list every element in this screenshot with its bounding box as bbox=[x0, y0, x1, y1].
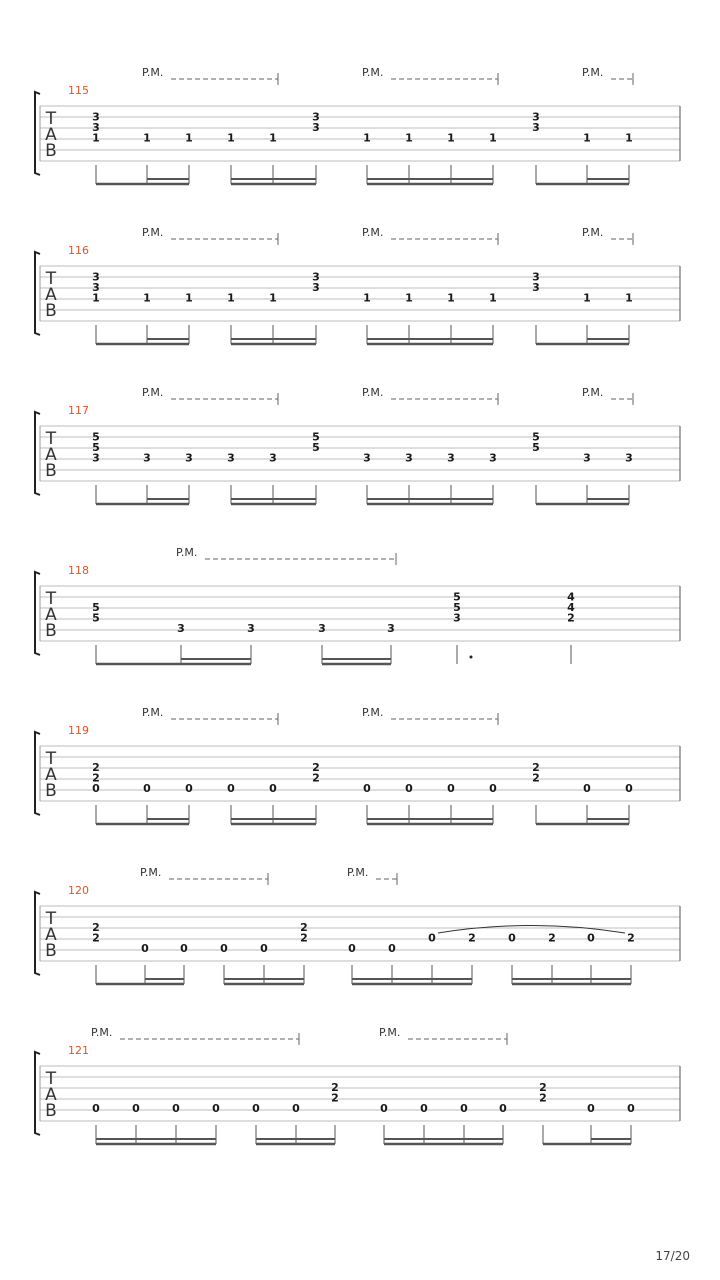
fret-number: 3 bbox=[177, 622, 185, 635]
palm-mute-label: P.M. bbox=[91, 1026, 113, 1039]
palm-mute-label: P.M. bbox=[362, 66, 384, 79]
fret-number: 1 bbox=[227, 291, 235, 305]
fret-number: 0 bbox=[212, 1102, 220, 1115]
fret-number: 0 bbox=[363, 782, 371, 795]
fret-number: 0 bbox=[185, 782, 193, 795]
fret-number: 1 bbox=[447, 131, 455, 145]
fret-number: 2 bbox=[300, 931, 308, 945]
fret-number: 1 bbox=[185, 291, 193, 305]
fret-number: 0 bbox=[583, 782, 591, 795]
palm-mute-label: P.M. bbox=[362, 706, 384, 719]
palm-mute-label: P.M. bbox=[362, 386, 384, 399]
fret-number: 1 bbox=[447, 291, 455, 305]
fret-number: 0 bbox=[508, 931, 516, 945]
fret-number: 4 bbox=[567, 590, 575, 604]
fret-number: 0 bbox=[132, 1102, 140, 1115]
fret-number: 2 bbox=[539, 1091, 547, 1105]
fret-number: 3 bbox=[532, 121, 540, 134]
fret-number: 2 bbox=[567, 611, 575, 625]
fret-number: 0 bbox=[499, 1102, 507, 1115]
fret-number: 3 bbox=[312, 121, 320, 134]
tab-clef-letter: T bbox=[45, 1069, 57, 1089]
tab-clef-letter: B bbox=[45, 1101, 57, 1121]
fret-number: 0 bbox=[420, 1102, 428, 1115]
fret-number: 2 bbox=[468, 931, 476, 945]
fret-number: 3 bbox=[532, 110, 540, 124]
fret-number: 3 bbox=[269, 451, 277, 465]
fret-number: 0 bbox=[405, 782, 413, 795]
fret-number: 2 bbox=[532, 761, 540, 774]
fret-number: 3 bbox=[532, 281, 540, 294]
fret-number: 2 bbox=[92, 921, 100, 934]
palm-mute-label: P.M. bbox=[582, 66, 604, 79]
slur bbox=[438, 926, 625, 934]
tab-system-120 bbox=[35, 866, 680, 984]
tab-clef-letter: A bbox=[45, 445, 57, 465]
fret-number: 3 bbox=[312, 270, 320, 284]
palm-mute-label: P.M. bbox=[347, 866, 369, 879]
fret-number: 5 bbox=[532, 430, 540, 444]
palm-mute-label: P.M. bbox=[582, 226, 604, 239]
fret-number: 1 bbox=[363, 291, 371, 305]
fret-number: 3 bbox=[312, 281, 320, 294]
fret-number: 5 bbox=[92, 611, 100, 625]
fret-number: 0 bbox=[220, 942, 228, 955]
fret-number: 1 bbox=[583, 291, 591, 305]
fret-number: 1 bbox=[269, 291, 277, 305]
tab-clef-letter: T bbox=[45, 909, 57, 929]
tab-system-115 bbox=[35, 66, 680, 184]
fret-number: 5 bbox=[92, 601, 100, 614]
fret-number: 3 bbox=[92, 270, 100, 284]
system-bracket bbox=[35, 252, 40, 335]
fret-number: 3 bbox=[92, 121, 100, 134]
tab-clef-letter: B bbox=[45, 301, 57, 321]
tab-system-117 bbox=[35, 386, 680, 504]
measure-number: 117 bbox=[68, 404, 89, 417]
tab-clef-letter: T bbox=[45, 589, 57, 609]
fret-number: 3 bbox=[92, 281, 100, 294]
fret-number: 3 bbox=[143, 451, 151, 465]
fret-number: 3 bbox=[92, 451, 100, 465]
fret-number: 0 bbox=[92, 1102, 100, 1115]
fret-number: 1 bbox=[583, 131, 591, 145]
fret-number: 0 bbox=[260, 942, 268, 955]
fret-number: 3 bbox=[583, 451, 591, 465]
fret-number: 3 bbox=[92, 110, 100, 124]
tab-system-121 bbox=[35, 1026, 680, 1144]
fret-number: 2 bbox=[92, 761, 100, 774]
fret-number: 0 bbox=[143, 782, 151, 795]
system-bracket bbox=[35, 732, 40, 815]
fret-number: 0 bbox=[141, 942, 149, 955]
fret-number: 5 bbox=[312, 430, 320, 444]
tab-clef-letter: A bbox=[45, 605, 57, 625]
fret-number: 3 bbox=[405, 451, 413, 465]
palm-mute-label: P.M. bbox=[142, 386, 164, 399]
palm-mute-label: P.M. bbox=[379, 1026, 401, 1039]
system-bracket bbox=[35, 1052, 40, 1135]
fret-number: 2 bbox=[331, 1091, 339, 1105]
tab-clef-letter: T bbox=[45, 429, 57, 449]
fret-number: 1 bbox=[625, 291, 633, 305]
fret-number: 5 bbox=[92, 441, 100, 454]
tab-system-119 bbox=[35, 706, 680, 824]
fret-number: 3 bbox=[489, 451, 497, 465]
fret-number: 0 bbox=[625, 782, 633, 795]
tab-clef-letter: A bbox=[45, 925, 57, 945]
palm-mute-label: P.M. bbox=[142, 66, 164, 79]
palm-mute-label: P.M. bbox=[142, 226, 164, 239]
fret-number: 1 bbox=[489, 291, 497, 305]
tab-clef-letter: T bbox=[45, 109, 57, 129]
measure-number: 120 bbox=[68, 884, 89, 897]
fret-number: 5 bbox=[92, 430, 100, 444]
fret-number: 0 bbox=[627, 1102, 635, 1115]
fret-number: 1 bbox=[143, 131, 151, 145]
fret-number: 3 bbox=[318, 622, 326, 635]
fret-number: 1 bbox=[269, 131, 277, 145]
fret-number: 5 bbox=[453, 590, 461, 604]
fret-number: 3 bbox=[447, 451, 455, 465]
fret-number: 0 bbox=[447, 782, 455, 795]
fret-number: 1 bbox=[227, 131, 235, 145]
fret-number: 0 bbox=[489, 782, 497, 795]
tab-clef-letter: B bbox=[45, 621, 57, 641]
fret-number: 3 bbox=[387, 622, 395, 635]
fret-number: 0 bbox=[388, 942, 396, 955]
fret-number: 2 bbox=[92, 771, 100, 785]
fret-number: 5 bbox=[312, 441, 320, 454]
fret-number: 0 bbox=[348, 942, 356, 955]
fret-number: 0 bbox=[180, 942, 188, 955]
fret-number: 2 bbox=[539, 1081, 547, 1094]
fret-number: 3 bbox=[185, 451, 193, 465]
fret-number: 1 bbox=[92, 291, 100, 305]
fret-number: 3 bbox=[532, 270, 540, 284]
fret-number: 0 bbox=[587, 1102, 595, 1115]
fret-number: 4 bbox=[567, 601, 575, 614]
fret-number: 0 bbox=[269, 782, 277, 795]
fret-number: 2 bbox=[627, 931, 635, 945]
palm-mute-label: P.M. bbox=[142, 706, 164, 719]
tab-clef-letter: A bbox=[45, 125, 57, 145]
palm-mute-label: P.M. bbox=[582, 386, 604, 399]
fret-number: 2 bbox=[92, 931, 100, 945]
fret-number: 1 bbox=[92, 131, 100, 145]
fret-number: 0 bbox=[92, 782, 100, 795]
tab-clef-letter: B bbox=[45, 141, 57, 161]
fret-number: 1 bbox=[405, 131, 413, 145]
tab-system-116 bbox=[35, 226, 680, 344]
fret-number: 0 bbox=[292, 1102, 300, 1115]
fret-number: 1 bbox=[625, 131, 633, 145]
system-bracket bbox=[35, 412, 40, 495]
tab-clef-letter: B bbox=[45, 781, 57, 801]
tab-clef-letter: T bbox=[45, 749, 57, 769]
fret-number: 0 bbox=[227, 782, 235, 795]
fret-number: 3 bbox=[247, 622, 255, 635]
tab-clef-letter: A bbox=[45, 765, 57, 785]
fret-number: 1 bbox=[143, 291, 151, 305]
measure-number: 116 bbox=[68, 244, 89, 257]
tab-clef-letter: B bbox=[45, 941, 57, 961]
fret-number: 1 bbox=[489, 131, 497, 145]
measure-number: 118 bbox=[68, 564, 89, 577]
system-bracket bbox=[35, 92, 40, 175]
fret-number: 1 bbox=[363, 131, 371, 145]
measure-number: 121 bbox=[68, 1044, 89, 1057]
fret-number: 0 bbox=[172, 1102, 180, 1115]
fret-number: 3 bbox=[227, 451, 235, 465]
fret-number: 0 bbox=[380, 1102, 388, 1115]
measure-number: 119 bbox=[68, 724, 89, 737]
fret-number: 2 bbox=[331, 1081, 339, 1094]
fret-number: 0 bbox=[460, 1102, 468, 1115]
fret-number: 2 bbox=[300, 921, 308, 934]
palm-mute-label: P.M. bbox=[140, 866, 162, 879]
fret-number: 3 bbox=[312, 110, 320, 124]
fret-number: 5 bbox=[532, 441, 540, 454]
fret-number: 2 bbox=[312, 771, 320, 785]
fret-number: 3 bbox=[625, 451, 633, 465]
fret-number: 1 bbox=[405, 291, 413, 305]
fret-number: 2 bbox=[548, 931, 556, 945]
fret-number: 3 bbox=[363, 451, 371, 465]
page-number: 17/20 bbox=[655, 1249, 690, 1263]
fret-number: 3 bbox=[453, 611, 461, 625]
fret-number: 2 bbox=[312, 761, 320, 774]
fret-number: 0 bbox=[428, 931, 436, 945]
fret-number: 2 bbox=[532, 771, 540, 785]
system-bracket bbox=[35, 892, 40, 975]
system-bracket bbox=[35, 572, 40, 655]
measure-number: 115 bbox=[68, 84, 89, 97]
fret-number: 0 bbox=[252, 1102, 260, 1115]
tab-clef-letter: A bbox=[45, 1085, 57, 1105]
palm-mute-label: P.M. bbox=[176, 546, 198, 559]
tab-clef-letter: A bbox=[45, 285, 57, 305]
fret-number: 0 bbox=[587, 931, 595, 945]
tab-clef-letter: B bbox=[45, 461, 57, 481]
palm-mute-label: P.M. bbox=[362, 226, 384, 239]
fret-number: 1 bbox=[185, 131, 193, 145]
fret-number: 5 bbox=[453, 601, 461, 614]
tab-clef-letter: T bbox=[45, 269, 57, 289]
tab-system-118 bbox=[35, 546, 680, 664]
dotted-note-dot bbox=[470, 656, 473, 659]
